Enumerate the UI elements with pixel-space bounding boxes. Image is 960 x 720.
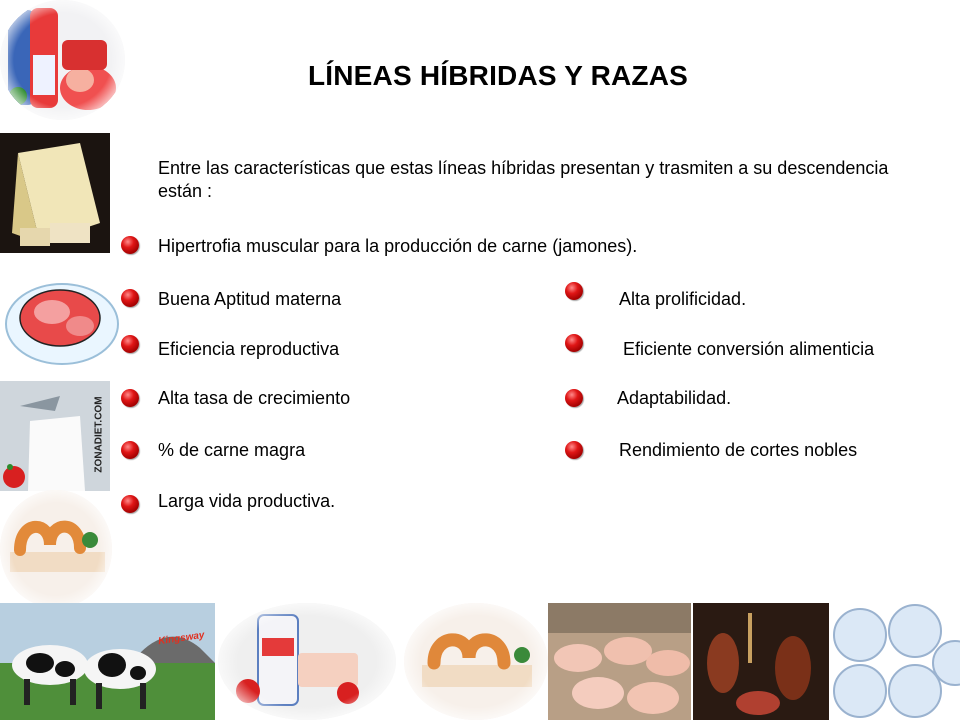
product-ham-drawing — [218, 603, 396, 720]
list-item: Alta tasa de crecimiento — [158, 388, 351, 408]
bullet-icon — [121, 236, 139, 254]
plates-image — [830, 603, 960, 720]
sausage-drawing — [0, 490, 112, 608]
milk-image — [0, 381, 110, 491]
list-item: Rendimiento de cortes nobles — [619, 440, 858, 460]
sausage-ring-drawing — [404, 603, 548, 720]
pigs-drawing — [548, 603, 691, 720]
bullet-icon — [565, 282, 583, 300]
sausage-ring-image — [404, 603, 548, 720]
list-item: Hipertrofia muscular para la producción de carne (jamones). — [158, 236, 638, 256]
package-drawing — [0, 0, 125, 120]
meat-plate-image — [0, 266, 120, 376]
list-item: Eficiente conversión alimenticia — [623, 339, 875, 359]
list-item: Adaptabilidad. — [617, 388, 732, 408]
intro-text: Entre las características que estas líneas híbridas presentan y trasmiten a su descendencia están : — [158, 158, 889, 201]
product-ham-image — [218, 603, 396, 720]
watermark-container — [92, 385, 106, 487]
bullet-icon — [121, 441, 139, 459]
bullet-icon — [565, 389, 583, 407]
bullet-icon — [121, 289, 139, 307]
meat-plate-drawing — [0, 266, 120, 376]
cows-image — [0, 603, 215, 720]
list-item: Buena Aptitud materna — [158, 289, 342, 309]
plates-drawing — [830, 603, 960, 720]
pigs-image — [548, 603, 691, 720]
cured-ham-image — [693, 603, 829, 720]
bullet-icon — [565, 441, 583, 459]
cheese-drawing — [0, 133, 110, 253]
cheese-image — [0, 133, 110, 253]
product-package-image — [0, 0, 125, 120]
bullet-icon — [565, 334, 583, 352]
sausage-image — [0, 490, 112, 608]
list-item: Eficiencia reproductiva — [158, 339, 340, 359]
watermark-text: ZONADIET.COM — [93, 396, 105, 473]
list-item: % de carne magra — [158, 440, 306, 460]
cured-ham-drawing — [693, 603, 829, 720]
list-item: Alta prolificidad. — [619, 289, 747, 309]
bullet-icon — [121, 495, 139, 513]
slide-title: LÍNEAS HÍBRIDAS Y RAZAS — [307, 60, 689, 91]
bullet-icon — [121, 335, 139, 353]
sign-text: Kingsway — [157, 629, 206, 648]
list-item: Larga vida productiva. — [158, 491, 336, 511]
cows-drawing — [0, 603, 215, 720]
bullet-icon — [121, 389, 139, 407]
